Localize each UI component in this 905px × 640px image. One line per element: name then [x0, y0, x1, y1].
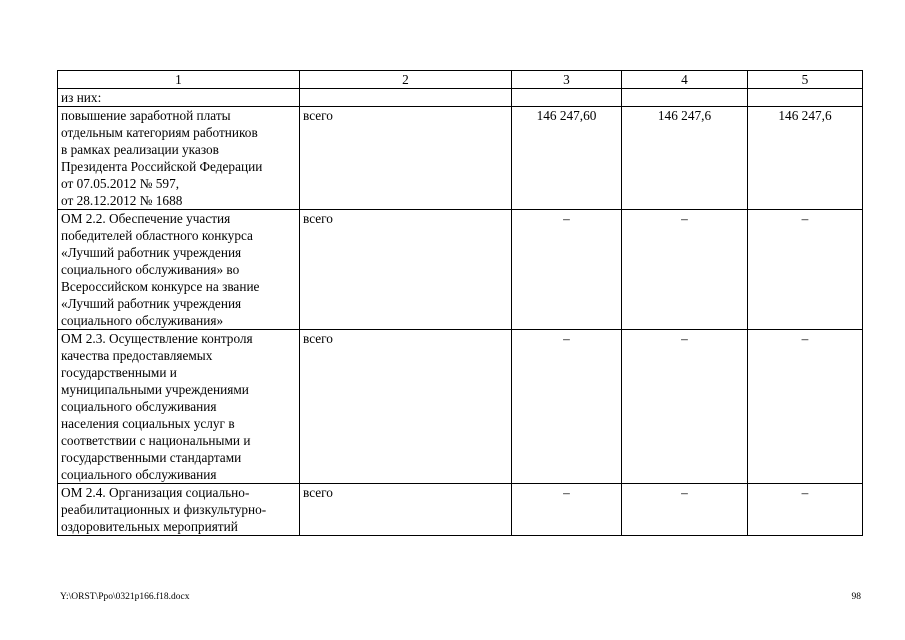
- row-value-col4: –: [622, 330, 748, 484]
- row-type: всего: [300, 107, 512, 210]
- subheading-cell: из них:: [58, 89, 300, 107]
- page-number: 98: [851, 592, 861, 602]
- row-value-col5: –: [748, 210, 863, 330]
- row-value-col3: –: [512, 210, 622, 330]
- description-line: от 07.05.2012 № 597,: [61, 176, 180, 191]
- description-line: социального обслуживания» во: [61, 262, 240, 277]
- row-type: всего: [300, 210, 512, 330]
- description-line: ОМ 2.2. Обеспечение участия: [61, 211, 231, 226]
- row-description: [58, 107, 300, 210]
- description-line: победителей областного конкурса: [61, 228, 253, 243]
- description-line: повышение заработной платы: [61, 108, 231, 123]
- description-line: ОМ 2.3. Осуществление контроля: [61, 331, 253, 346]
- description-line: социального обслуживания»: [61, 313, 224, 328]
- description-line: муниципальными учреждениями: [61, 382, 249, 397]
- table-row: [58, 107, 863, 210]
- row-value-col3: –: [512, 330, 622, 484]
- row-value-col5: –: [748, 330, 863, 484]
- budget-table: [57, 70, 863, 536]
- header-col-3: 3: [512, 71, 622, 89]
- row-type: всего: [300, 484, 512, 536]
- description-line: «Лучший работник учреждения: [61, 296, 242, 311]
- description-line: социального обслуживания: [61, 467, 217, 482]
- row-description: [58, 484, 300, 536]
- description-line: соответствии с национальными и: [61, 433, 251, 448]
- description-line: социального обслуживания: [61, 399, 217, 414]
- row-type: всего: [300, 330, 512, 484]
- description-line: в рамках реализации указов: [61, 142, 219, 157]
- row-value-col5: 146 247,6: [748, 107, 863, 210]
- table-row: [58, 484, 863, 536]
- description-line: Президента Российской Федерации: [61, 159, 263, 174]
- description-line: государственными стандартами: [61, 450, 242, 465]
- description-line: отдельным категориям работников: [61, 125, 258, 140]
- row-value-col3: –: [512, 484, 622, 536]
- header-col-4: 4: [622, 71, 748, 89]
- row-value-col5: –: [748, 484, 863, 536]
- row-value-col4: 146 247,6: [622, 107, 748, 210]
- row-description: [58, 210, 300, 330]
- description-line: государственными и: [61, 365, 177, 380]
- description-line: оздоровительных мероприятий: [61, 519, 238, 534]
- description-line: качества предоставляемых: [61, 348, 213, 363]
- description-line: от 28.12.2012 № 1688: [61, 193, 183, 208]
- header-col-1: 1: [58, 71, 300, 89]
- description-line: «Лучший работник учреждения: [61, 245, 242, 260]
- description-line: реабилитационных и физкультурно-: [61, 502, 267, 517]
- table-row: [58, 330, 863, 484]
- footer-file-path: Y:\ORST\Ppo\0321p166.f18.docx: [60, 592, 190, 602]
- header-col-5: 5: [748, 71, 863, 89]
- table-header-row: [58, 71, 863, 89]
- description-line: ОМ 2.4. Организация социально-: [61, 485, 250, 500]
- row-value-col3: 146 247,60: [512, 107, 622, 210]
- row-value-col4: –: [622, 484, 748, 536]
- subheading-row: [58, 89, 863, 107]
- table-row: [58, 210, 863, 330]
- header-col-2: 2: [300, 71, 512, 89]
- description-line: населения социальных услуг в: [61, 416, 235, 431]
- description-line: Всероссийском конкурсе на звание: [61, 279, 260, 294]
- row-description: [58, 330, 300, 484]
- row-value-col4: –: [622, 210, 748, 330]
